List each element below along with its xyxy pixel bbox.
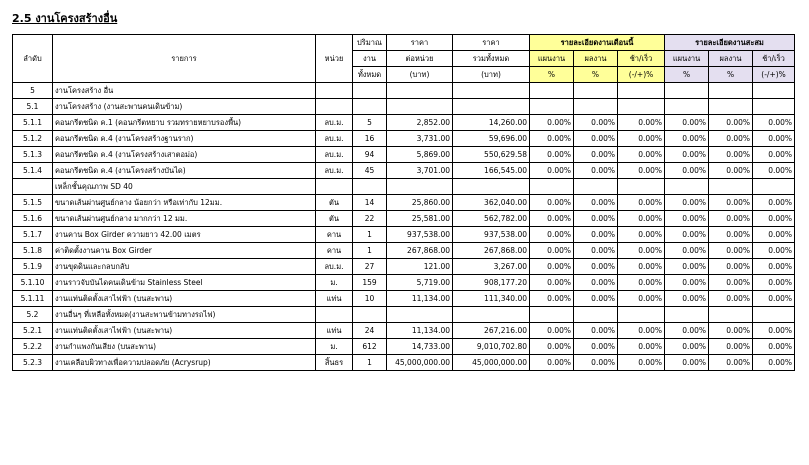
table-row xyxy=(13,83,795,99)
row-qty: 1 xyxy=(353,227,387,243)
row-monthly-diff: 0.00% xyxy=(618,227,665,243)
table-row xyxy=(13,355,795,371)
row-monthly-actual: 0.00% xyxy=(574,243,618,259)
header-cumulative: รายละเอียดงานสะสม xyxy=(665,35,795,51)
row-cum-diff xyxy=(753,99,795,115)
row-number: 5.2.2 xyxy=(13,339,53,355)
row-monthly-diff: 0.00% xyxy=(618,355,665,371)
row-item: งานแท่นติดตั้งเสาไฟฟ้า (บนสะพาน) xyxy=(53,291,316,307)
row-cum-plan: 0.00% xyxy=(665,147,709,163)
row-number: 5.1.8 xyxy=(13,243,53,259)
row-cum-diff: 0.00% xyxy=(753,195,795,211)
row-unit: ตัน xyxy=(316,195,353,211)
row-qty: 45 xyxy=(353,163,387,179)
row-cum-actual xyxy=(709,179,753,195)
row-cum-plan: 0.00% xyxy=(665,291,709,307)
row-monthly-diff: 0.00% xyxy=(618,115,665,131)
row-number: 5.1.2 xyxy=(13,131,53,147)
row-monthly-actual: 0.00% xyxy=(574,163,618,179)
row-qty xyxy=(353,179,387,195)
header-unit: หน่วย xyxy=(316,35,353,83)
row-unit-price: 25,581.00 xyxy=(387,211,453,227)
row-monthly-diff: 0.00% xyxy=(618,339,665,355)
row-item: งานโครงสร้าง อื่น xyxy=(53,83,316,99)
row-total-price: 362,040.00 xyxy=(453,195,530,211)
row-item: ขนาดเส้นผ่านศูนย์กลาง มากกว่า 12 มม. xyxy=(53,211,316,227)
row-unit-price: 11,134.00 xyxy=(387,323,453,339)
row-total-price: 267,216.00 xyxy=(453,323,530,339)
header-total-2: รวมทั้งหมด xyxy=(453,51,530,67)
row-unit: ลบ.ม. xyxy=(316,259,353,275)
row-cum-actual xyxy=(709,99,753,115)
row-cum-actual: 0.00% xyxy=(709,147,753,163)
row-item: ขนาดเส้นผ่านศูนย์กลาง น้อยกว่า หรือเท่ากับ 12มม. xyxy=(53,195,316,211)
row-unit-price: 3,731.00 xyxy=(387,131,453,147)
row-item: เหล็กชั้นคุณภาพ SD 40 xyxy=(53,179,316,195)
row-total-price xyxy=(453,99,530,115)
row-monthly-actual: 0.00% xyxy=(574,323,618,339)
row-monthly-diff xyxy=(618,179,665,195)
row-cum-plan: 0.00% xyxy=(665,259,709,275)
header-price-3: (บาท) xyxy=(387,67,453,83)
row-total-price: 267,868.00 xyxy=(453,243,530,259)
row-cum-actual: 0.00% xyxy=(709,291,753,307)
row-unit-price: 45,000,000.00 xyxy=(387,355,453,371)
row-cum-plan xyxy=(665,83,709,99)
row-monthly-actual xyxy=(574,83,618,99)
row-unit-price: 5,719.00 xyxy=(387,275,453,291)
row-item: งานโครงสร้าง (งานสะพานคนเดินข้าม) xyxy=(53,99,316,115)
row-cum-diff: 0.00% xyxy=(753,211,795,227)
row-cum-diff xyxy=(753,83,795,99)
row-number: 5.1.9 xyxy=(13,259,53,275)
row-unit-price: 11,134.00 xyxy=(387,291,453,307)
row-cum-diff: 0.00% xyxy=(753,227,795,243)
row-item: คอนกรีตชนิด ค.4 (งานโครงสร้างเสาตอม่อ) xyxy=(53,147,316,163)
section-title: 2.5 งานโครงสร้างอื่น xyxy=(12,12,118,25)
row-cum-diff: 0.00% xyxy=(753,131,795,147)
row-unit-price: 25,860.00 xyxy=(387,195,453,211)
row-number: 5.1.3 xyxy=(13,147,53,163)
row-monthly-plan: 0.00% xyxy=(530,339,574,355)
row-cum-plan: 0.00% xyxy=(665,163,709,179)
row-monthly-actual: 0.00% xyxy=(574,291,618,307)
row-monthly-diff: 0.00% xyxy=(618,163,665,179)
row-cum-diff xyxy=(753,307,795,323)
header-qty-2: งาน xyxy=(353,51,387,67)
row-cum-plan xyxy=(665,99,709,115)
row-total-price: 111,340.00 xyxy=(453,291,530,307)
row-total-price: 562,782.00 xyxy=(453,211,530,227)
row-cum-diff: 0.00% xyxy=(753,115,795,131)
row-cum-diff: 0.00% xyxy=(753,147,795,163)
row-monthly-plan xyxy=(530,99,574,115)
table-row xyxy=(13,211,795,227)
row-monthly-diff xyxy=(618,83,665,99)
table-row xyxy=(13,323,795,339)
table-row xyxy=(13,115,795,131)
row-cum-actual: 0.00% xyxy=(709,195,753,211)
row-monthly-plan: 0.00% xyxy=(530,131,574,147)
table-body xyxy=(13,83,795,371)
row-unit: ลบ.ม. xyxy=(316,115,353,131)
row-item: งานขุดดินและกลบกลับ xyxy=(53,259,316,275)
row-total-price: 59,696.00 xyxy=(453,131,530,147)
row-qty xyxy=(353,307,387,323)
row-item: งานกำแพงกันเสียง (บนสะพาน) xyxy=(53,339,316,355)
row-monthly-actual: 0.00% xyxy=(574,259,618,275)
row-cum-diff: 0.00% xyxy=(753,259,795,275)
row-item: งานแท่นติดตั้งเสาไฟฟ้า (บนสะพาน) xyxy=(53,323,316,339)
row-monthly-actual: 0.00% xyxy=(574,131,618,147)
row-item: งานอื่นๆ ที่เหลือทั้งหมด(งานสะพานข้ามทางรถไฟ) xyxy=(53,307,316,323)
row-qty xyxy=(353,99,387,115)
row-unit: ม. xyxy=(316,339,353,355)
row-unit xyxy=(316,83,353,99)
row-monthly-plan: 0.00% xyxy=(530,243,574,259)
header-qty-3: ทั้งหมด xyxy=(353,67,387,83)
row-total-price xyxy=(453,83,530,99)
row-number: 5.2.1 xyxy=(13,323,53,339)
row-cum-actual: 0.00% xyxy=(709,131,753,147)
row-cum-diff: 0.00% xyxy=(753,275,795,291)
table-row xyxy=(13,291,795,307)
header-monthly-diff-pct: (-/+)% xyxy=(618,67,665,83)
row-monthly-plan: 0.00% xyxy=(530,275,574,291)
row-unit xyxy=(316,179,353,195)
row-monthly-actual: 0.00% xyxy=(574,211,618,227)
row-unit-price xyxy=(387,179,453,195)
row-unit: คาน xyxy=(316,227,353,243)
row-item: งานราวจับบันไดคนเดินข้าม Stainless Steel xyxy=(53,275,316,291)
row-total-price xyxy=(453,307,530,323)
row-monthly-plan: 0.00% xyxy=(530,291,574,307)
row-item: คอนกรีตชนิด ค.1 (คอนกรีตหยาบ รวมทรายหยาบรองพื้น) xyxy=(53,115,316,131)
row-item: ค่าติดตั้งงานคาน Box Girder xyxy=(53,243,316,259)
row-total-price: 14,260.00 xyxy=(453,115,530,131)
row-monthly-plan xyxy=(530,307,574,323)
row-item: คอนกรีตชนิด ค.4 (งานโครงสร้างฐานราก) xyxy=(53,131,316,147)
row-monthly-diff: 0.00% xyxy=(618,275,665,291)
row-qty: 5 xyxy=(353,115,387,131)
row-monthly-plan xyxy=(530,83,574,99)
row-qty: 612 xyxy=(353,339,387,355)
row-unit: สิ้นธร xyxy=(316,355,353,371)
row-monthly-plan: 0.00% xyxy=(530,259,574,275)
row-qty: 1 xyxy=(353,355,387,371)
header-cum-actual: ผลงาน xyxy=(709,51,753,67)
row-cum-actual: 0.00% xyxy=(709,115,753,131)
row-monthly-actual: 0.00% xyxy=(574,355,618,371)
row-cum-diff: 0.00% xyxy=(753,163,795,179)
row-unit: ลบ.ม. xyxy=(316,147,353,163)
row-monthly-diff: 0.00% xyxy=(618,131,665,147)
row-monthly-actual: 0.00% xyxy=(574,227,618,243)
table-row xyxy=(13,243,795,259)
row-unit-price: 14,733.00 xyxy=(387,339,453,355)
row-unit-price: 121.00 xyxy=(387,259,453,275)
table-row xyxy=(13,227,795,243)
row-unit xyxy=(316,307,353,323)
row-monthly-plan: 0.00% xyxy=(530,195,574,211)
row-item: งานเคลือบผิวทางเพื่อความปลอดภัย (Acrysrup) xyxy=(53,355,316,371)
row-cum-actual: 0.00% xyxy=(709,275,753,291)
row-monthly-actual xyxy=(574,99,618,115)
row-item: คอนกรีตชนิด ค.4 (งานโครงสร้างบันได) xyxy=(53,163,316,179)
row-cum-actual: 0.00% xyxy=(709,211,753,227)
header-total-3: (บาท) xyxy=(453,67,530,83)
row-number: 5.1.7 xyxy=(13,227,53,243)
header-monthly-actual-pct: % xyxy=(574,67,618,83)
row-number: 5.1.5 xyxy=(13,195,53,211)
row-number: 5.2.3 xyxy=(13,355,53,371)
row-unit-price xyxy=(387,307,453,323)
header-item: รายการ xyxy=(53,35,316,83)
row-number: 5 xyxy=(13,83,53,99)
row-number: 5.1.4 xyxy=(13,163,53,179)
row-monthly-plan: 0.00% xyxy=(530,211,574,227)
row-item: งานคาน Box Girder ความยาว 42.00 เมตร xyxy=(53,227,316,243)
row-monthly-diff: 0.00% xyxy=(618,243,665,259)
row-monthly-actual xyxy=(574,179,618,195)
row-monthly-diff: 0.00% xyxy=(618,291,665,307)
row-cum-diff: 0.00% xyxy=(753,339,795,355)
table-row xyxy=(13,147,795,163)
row-cum-plan: 0.00% xyxy=(665,211,709,227)
row-monthly-diff: 0.00% xyxy=(618,211,665,227)
row-unit: ลบ.ม. xyxy=(316,163,353,179)
row-cum-plan: 0.00% xyxy=(665,323,709,339)
row-monthly-plan: 0.00% xyxy=(530,163,574,179)
row-monthly-diff: 0.00% xyxy=(618,147,665,163)
progress-table xyxy=(12,34,795,371)
row-total-price: 550,629.58 xyxy=(453,147,530,163)
row-qty: 27 xyxy=(353,259,387,275)
row-cum-actual: 0.00% xyxy=(709,355,753,371)
header-monthly-plan: แผนงาน xyxy=(530,51,574,67)
table-row xyxy=(13,275,795,291)
row-cum-actual: 0.00% xyxy=(709,243,753,259)
row-monthly-actual: 0.00% xyxy=(574,195,618,211)
row-unit-price: 937,538.00 xyxy=(387,227,453,243)
row-number: 5.2 xyxy=(13,307,53,323)
row-total-price: 9,010,702.80 xyxy=(453,339,530,355)
header-cum-plan: แผนงาน xyxy=(665,51,709,67)
row-unit: คาน xyxy=(316,243,353,259)
row-monthly-actual xyxy=(574,307,618,323)
row-monthly-actual: 0.00% xyxy=(574,339,618,355)
table-row xyxy=(13,195,795,211)
row-cum-plan: 0.00% xyxy=(665,195,709,211)
row-monthly-actual: 0.00% xyxy=(574,275,618,291)
row-total-price: 166,545.00 xyxy=(453,163,530,179)
row-cum-plan: 0.00% xyxy=(665,227,709,243)
row-total-price: 937,538.00 xyxy=(453,227,530,243)
row-unit-price: 5,869.00 xyxy=(387,147,453,163)
row-monthly-diff: 0.00% xyxy=(618,195,665,211)
row-cum-diff: 0.00% xyxy=(753,243,795,259)
row-qty: 22 xyxy=(353,211,387,227)
table-header xyxy=(13,35,795,83)
row-qty: 1 xyxy=(353,243,387,259)
row-monthly-plan: 0.00% xyxy=(530,355,574,371)
row-number: 5.1.10 xyxy=(13,275,53,291)
row-qty: 24 xyxy=(353,323,387,339)
row-monthly-plan: 0.00% xyxy=(530,227,574,243)
row-monthly-actual: 0.00% xyxy=(574,147,618,163)
row-number: 5.1 xyxy=(13,99,53,115)
row-unit xyxy=(316,99,353,115)
row-total-price xyxy=(453,179,530,195)
row-qty: 14 xyxy=(353,195,387,211)
header-qty-1: ปริมาณ xyxy=(353,35,387,51)
row-cum-plan: 0.00% xyxy=(665,339,709,355)
row-cum-plan: 0.00% xyxy=(665,243,709,259)
row-cum-diff: 0.00% xyxy=(753,323,795,339)
row-number: 5.1.6 xyxy=(13,211,53,227)
header-no: ลำดับ xyxy=(13,35,53,83)
table-row xyxy=(13,179,795,195)
row-qty: 94 xyxy=(353,147,387,163)
row-qty: 159 xyxy=(353,275,387,291)
row-monthly-diff: 0.00% xyxy=(618,259,665,275)
row-cum-actual: 0.00% xyxy=(709,339,753,355)
row-total-price: 908,177.20 xyxy=(453,275,530,291)
row-cum-actual: 0.00% xyxy=(709,163,753,179)
header-cum-plan-pct: % xyxy=(665,67,709,83)
row-cum-plan: 0.00% xyxy=(665,275,709,291)
row-cum-plan xyxy=(665,179,709,195)
header-monthly-plan-pct: % xyxy=(530,67,574,83)
header-monthly-diff: ช้า/เร็ว xyxy=(618,51,665,67)
header-cum-diff-pct: (-/+)% xyxy=(753,67,795,83)
row-cum-actual: 0.00% xyxy=(709,323,753,339)
row-unit-price xyxy=(387,83,453,99)
row-unit: แท่น xyxy=(316,291,353,307)
row-cum-actual: 0.00% xyxy=(709,259,753,275)
row-monthly-plan xyxy=(530,179,574,195)
header-price-2: ต่อหน่วย xyxy=(387,51,453,67)
row-cum-plan: 0.00% xyxy=(665,355,709,371)
row-qty: 16 xyxy=(353,131,387,147)
table-row xyxy=(13,307,795,323)
row-number: 5.1.11 xyxy=(13,291,53,307)
row-unit-price: 3,701.00 xyxy=(387,163,453,179)
row-cum-diff: 0.00% xyxy=(753,291,795,307)
row-unit-price: 2,852.00 xyxy=(387,115,453,131)
row-monthly-diff xyxy=(618,307,665,323)
header-total-1: ราคา xyxy=(453,35,530,51)
table-row xyxy=(13,339,795,355)
row-unit-price: 267,868.00 xyxy=(387,243,453,259)
row-monthly-diff xyxy=(618,99,665,115)
row-unit: ลบ.ม. xyxy=(316,131,353,147)
row-cum-actual xyxy=(709,307,753,323)
row-cum-plan: 0.00% xyxy=(665,115,709,131)
row-monthly-plan: 0.00% xyxy=(530,147,574,163)
row-total-price: 45,000,000.00 xyxy=(453,355,530,371)
table-row xyxy=(13,259,795,275)
table-row xyxy=(13,131,795,147)
header-monthly: รายละเอียดงานเดือนนี้ xyxy=(530,35,665,51)
row-monthly-plan: 0.00% xyxy=(530,115,574,131)
row-number: 5.1.1 xyxy=(13,115,53,131)
header-monthly-actual: ผลงาน xyxy=(574,51,618,67)
row-unit: ตัน xyxy=(316,211,353,227)
row-monthly-diff: 0.00% xyxy=(618,323,665,339)
table-row xyxy=(13,99,795,115)
row-unit: ม. xyxy=(316,275,353,291)
row-unit-price xyxy=(387,99,453,115)
row-cum-plan: 0.00% xyxy=(665,131,709,147)
table-row xyxy=(13,163,795,179)
header-price-1: ราคา xyxy=(387,35,453,51)
row-cum-actual xyxy=(709,83,753,99)
row-cum-actual: 0.00% xyxy=(709,227,753,243)
header-cum-diff: ช้า/เร็ว xyxy=(753,51,795,67)
row-qty: 10 xyxy=(353,291,387,307)
header-cum-actual-pct: % xyxy=(709,67,753,83)
row-monthly-plan: 0.00% xyxy=(530,323,574,339)
row-monthly-actual: 0.00% xyxy=(574,115,618,131)
row-unit: แท่น xyxy=(316,323,353,339)
row-cum-diff: 0.00% xyxy=(753,355,795,371)
row-number xyxy=(13,179,53,195)
row-cum-plan xyxy=(665,307,709,323)
row-qty xyxy=(353,83,387,99)
row-cum-diff xyxy=(753,179,795,195)
row-total-price: 3,267.00 xyxy=(453,259,530,275)
